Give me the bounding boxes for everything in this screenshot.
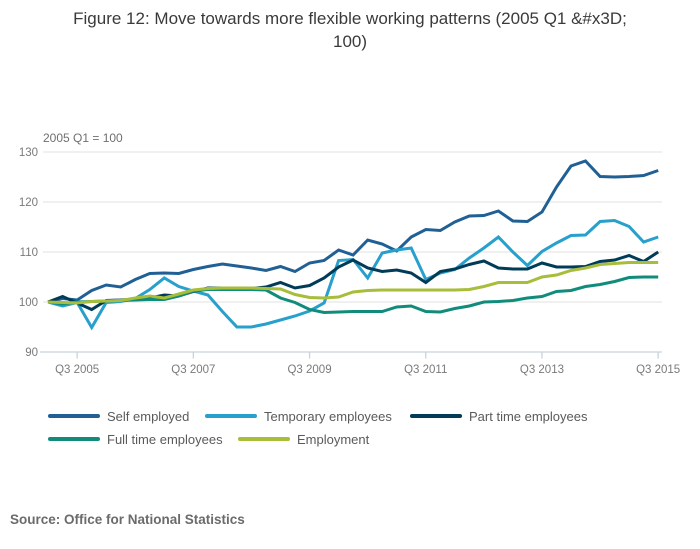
- x-tick-label-q3-2009: Q3 2009: [287, 364, 332, 376]
- y-tick-label-90: 90: [25, 347, 38, 359]
- legend-label-full-time-employees: Full time employees: [107, 431, 223, 447]
- y-axis-title: 2005 Q1 = 100: [43, 131, 123, 145]
- legend-item-employment[interactable]: [238, 431, 369, 447]
- x-tick-label-q3-2013: Q3 2013: [519, 364, 565, 376]
- y-tick-label-120: 120: [18, 197, 38, 209]
- legend-label-self-employed: Self employed: [107, 408, 190, 424]
- legend-swatch-part-time-employees: [410, 414, 462, 418]
- series-line-employment: [48, 263, 658, 304]
- chart-title-line-2: 100): [332, 32, 368, 51]
- x-tick-label-q3-2011: Q3 2011: [404, 364, 448, 376]
- legend-item-full-time-employees[interactable]: [48, 431, 223, 447]
- legend-item-part-time-employees[interactable]: [410, 408, 588, 424]
- legend-item-self-employed[interactable]: [48, 408, 189, 424]
- chart-title-line-1: Figure 12: Move towards more flexible working patterns (2005 Q1 &#x3D;: [73, 9, 627, 28]
- legend-label-part-time-employees: Part time employees: [469, 408, 588, 424]
- legend-label-employment: Employment: [297, 431, 370, 447]
- legend-swatch-full-time-employees: [48, 437, 100, 441]
- legend-swatch-self-employed: [48, 414, 100, 418]
- x-tick-label-q3-2007: Q3 2007: [171, 364, 216, 376]
- legend-item-temporary-employees[interactable]: [205, 408, 392, 424]
- series-line-self-employed: [48, 161, 658, 302]
- y-tick-label-130: 130: [18, 147, 38, 159]
- source-text: Source: Office for National Statistics: [10, 512, 245, 527]
- legend-swatch-temporary-employees: [205, 414, 257, 418]
- y-tick-label-100: 100: [18, 297, 38, 309]
- y-tick-label-110: 110: [19, 247, 38, 259]
- legend-swatch-employment: [238, 437, 290, 441]
- legend-label-temporary-employees: Temporary employees: [264, 408, 392, 424]
- x-tick-label-q3-2015: Q3 2015: [636, 364, 681, 376]
- x-tick-label-q3-2005: Q3 2005: [55, 364, 100, 376]
